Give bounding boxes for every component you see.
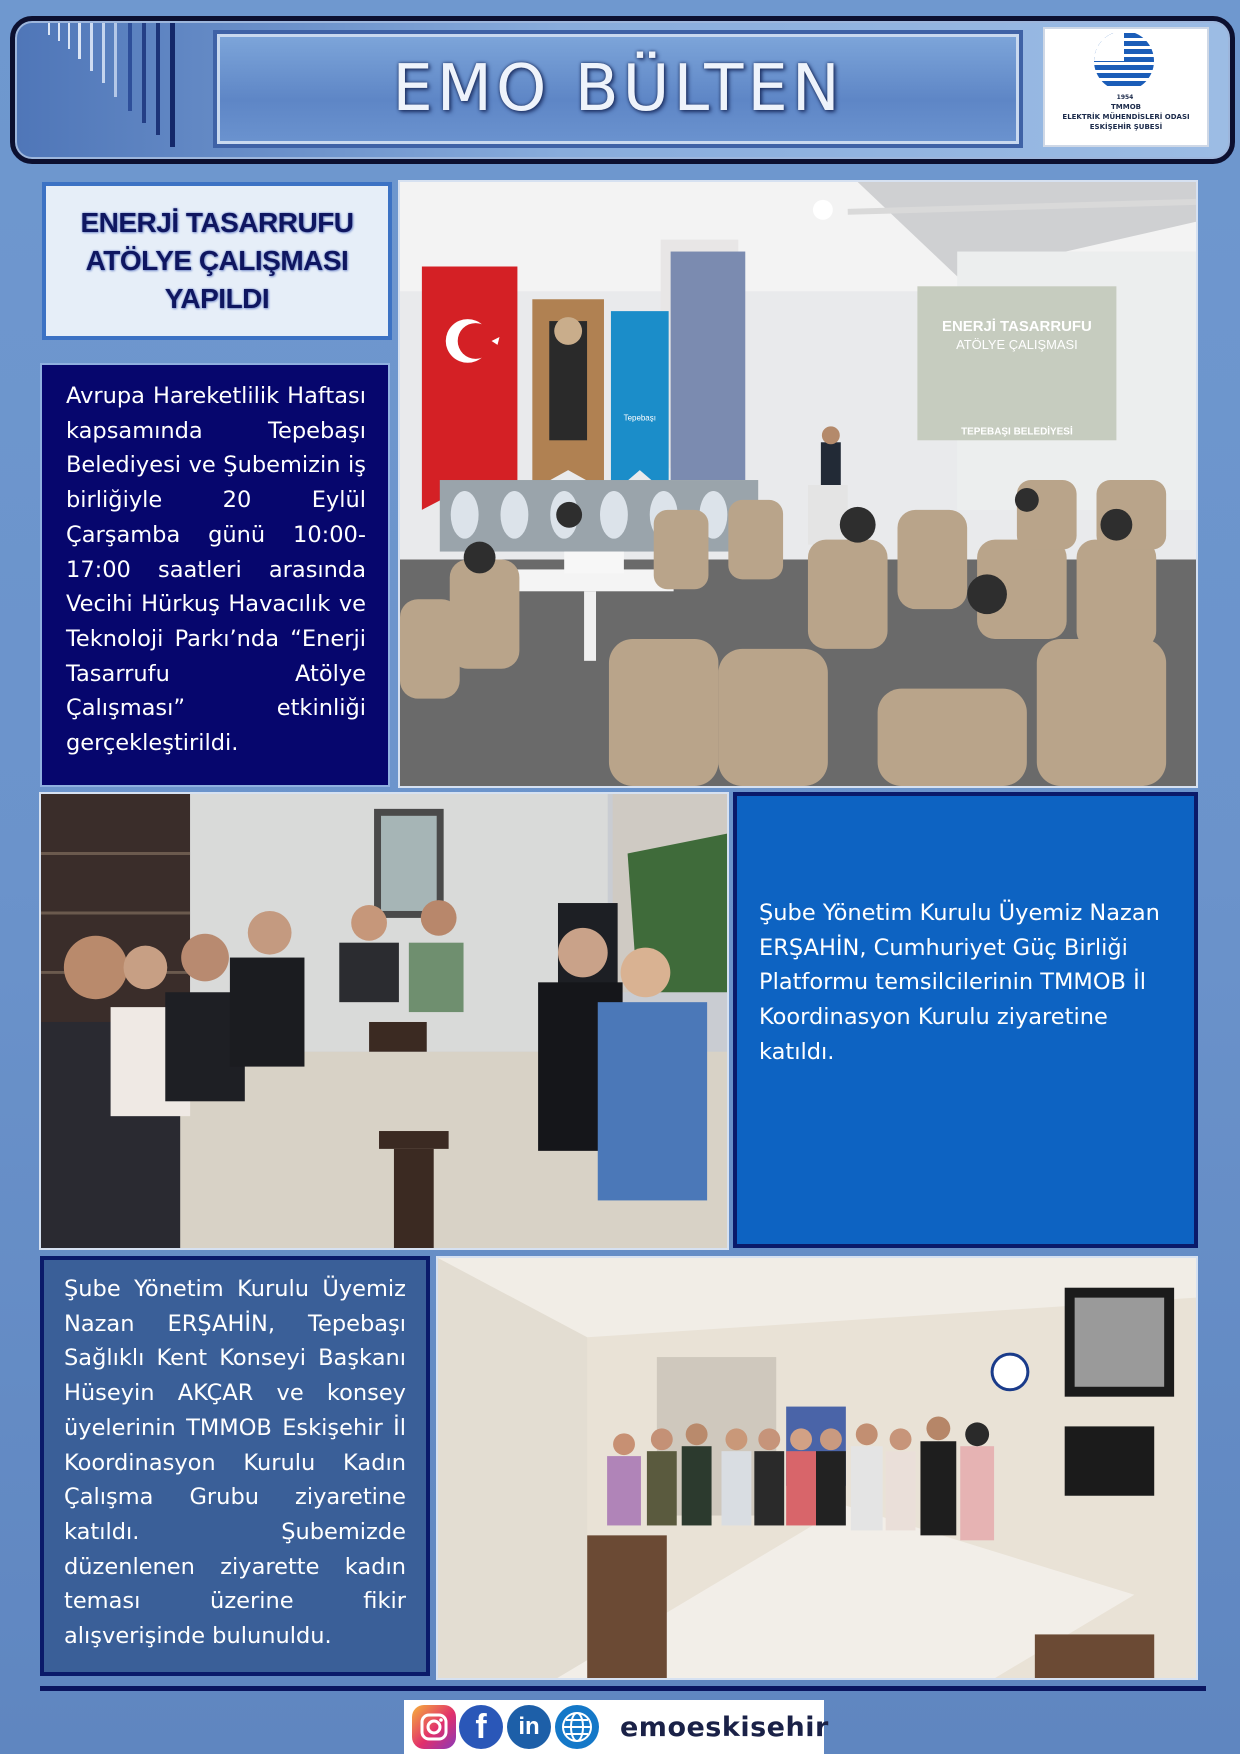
banner-text: Tepebaşı <box>623 413 656 423</box>
emo-logo-icon <box>1090 29 1158 93</box>
article1-headline <box>42 182 392 340</box>
logo-chamber: ELEKTRİK MÜHENDİSLERİ ODASI <box>1062 113 1190 121</box>
logo-year: 1954 <box>1116 94 1134 101</box>
group-visit-photo <box>436 1256 1198 1680</box>
linkedin-icon[interactable]: in <box>507 1705 551 1749</box>
screen-subtitle: ATÖLYE ÇALIŞMASI <box>956 336 1078 352</box>
article3-body: Şube Yönetim Kurulu Üyemiz Nazan ERŞAHİN, Tepebaşı Sağlıklı Kent Konseyi Başkanı Hüseyin AKÇAR ve konsey üyelerinin TMMOB Eskişehir İl Koordinasyon Kurulu Kadın Çalışma Grubu ziyaretine katıldı. Şubemizde düzenlenen ziyarette kadın teması üzerine fikir alışverişinde bulunuldu. <box>40 1256 430 1676</box>
footer-divider <box>40 1686 1206 1691</box>
newsletter-title: EMO BÜLTEN <box>392 52 844 126</box>
article1-body: Avrupa Hareketlilik Haftası kapsamında Tepebaşı Belediyesi ve Şubemizin iş birliğiyle 20 Eylül Çarşamba günü 10:00-17:00 saatleri arasında Vecihi Hürkuş Havacılık ve Teknoloji Parkı’nda “Enerji Tasarrufu Atölye Çalışması” etkinliği gerçekleştirildi. <box>40 363 390 787</box>
logo-org: TMMOB <box>1111 103 1141 111</box>
article2-body: Şube Yönetim Kurulu Üyemiz Nazan ERŞAHİN, Cumhuriyet Güç Birliği Platformu temsilcilerinin TMMOB İl Koordinasyon Kurulu ziyaretine katıldı. <box>733 792 1198 1248</box>
decorative-stripes <box>38 18 208 153</box>
facebook-icon[interactable]: f <box>459 1705 503 1749</box>
workshop-photo <box>398 180 1198 788</box>
web-icon[interactable] <box>555 1705 599 1749</box>
meeting-photo <box>39 792 729 1250</box>
headline-line-2: ATÖLYE ÇALIŞMASI <box>85 245 349 276</box>
social-handle[interactable]: emoeskisehir <box>620 1711 829 1743</box>
logo-branch: ESKİŞEHİR ŞUBESİ <box>1089 123 1163 131</box>
headline-line-1: ENERJİ TASARRUFU <box>80 207 354 238</box>
screen-title: ENERJİ TASARRUFU <box>942 319 1092 336</box>
instagram-icon[interactable] <box>412 1705 456 1749</box>
screen-footer: TEPEBAŞI BELEDİYESİ <box>961 426 1073 438</box>
headline-line-3: YAPILDI <box>164 283 270 314</box>
